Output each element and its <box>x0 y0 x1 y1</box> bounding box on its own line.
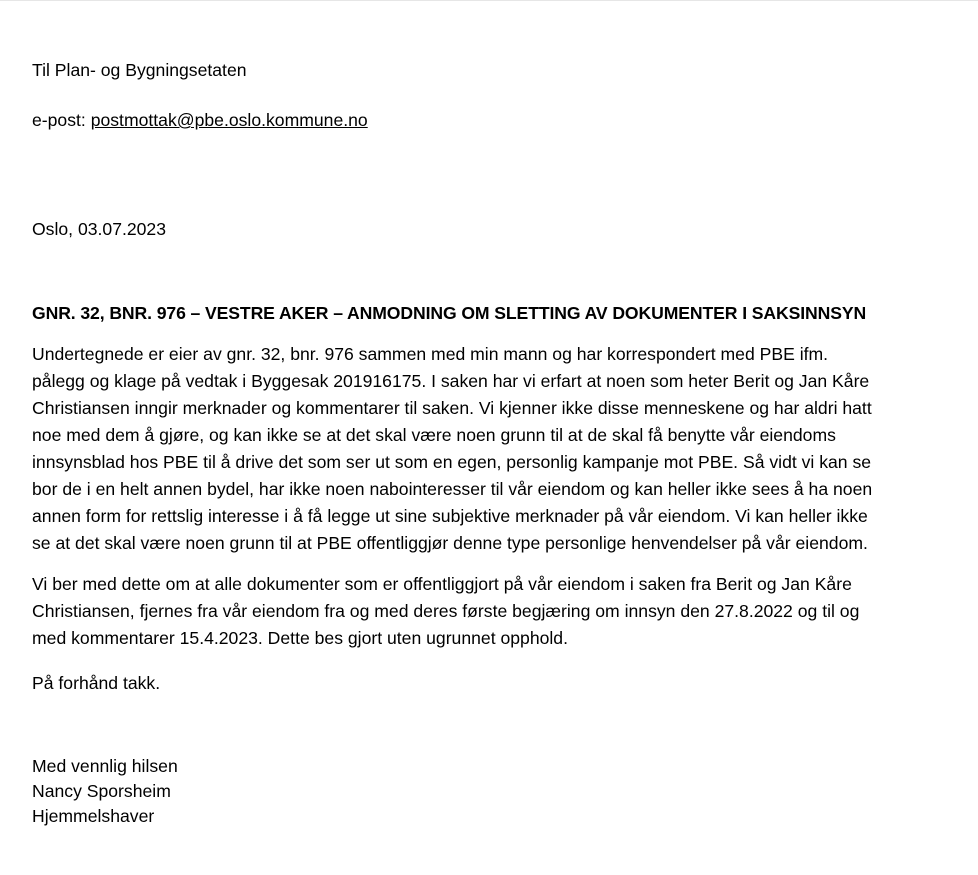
paragraph-line: annen form for rettslig interesse i å få legge ut sine subjektive merknader på vår eiendom. Vi kan heller ikke <box>32 506 868 526</box>
email-label: e-post: <box>32 110 91 130</box>
signature-name: Nancy Sporsheim <box>32 781 171 801</box>
place-date: Oslo, 03.07.2023 <box>32 219 167 239</box>
body-paragraph-1 <box>32 341 957 557</box>
paragraph-line: Undertegnede er eier av gnr. 32, bnr. 976 sammen med min mann og har korrespondert med PBE ifm. <box>32 344 829 364</box>
paragraph-line: Vi ber med dette om at alle dokumenter som er offentliggjort på vår eiendom i saken fra Berit og Jan Kåre <box>32 574 852 594</box>
signature-role: Hjemmelshaver <box>32 806 155 826</box>
top-border <box>0 0 978 1</box>
paragraph-line: Christiansen, fjernes fra vår eiendom fra og med deres første begjæring om innsyn den 27.8.2022 og til og <box>32 601 860 621</box>
paragraph-line: innsynsblad hos PBE til å drive det som ser ut som en egen, personlig kampanje mot PBE. Så vidt vi kan se <box>32 452 872 472</box>
paragraph-line: se at det skal være noen grunn til at PBE offentliggjør denne type personlige henvendelser på vår eiendom. <box>32 533 868 553</box>
paragraph-line: noe med dem å gjøre, og kan ikke se at det skal være noen grunn til at de skal få benytte vår eiendoms <box>32 425 836 445</box>
body-paragraph-2 <box>32 571 957 652</box>
paragraph-line: pålegg og klage på vedtak i Byggesak 201916175. I saken har vi erfart at noen som heter Berit og Jan Kåre <box>32 371 870 391</box>
paragraph-line: med kommentarer 15.4.2023. Dette bes gjort uten ugrunnet opphold. <box>32 628 568 648</box>
email-line <box>32 109 368 131</box>
recipient: Til Plan- og Bygningsetaten <box>32 60 247 80</box>
signature-closing: Med vennlig hilsen <box>32 756 178 776</box>
email-link[interactable]: postmottak@pbe.oslo.kommune.no <box>90 110 368 130</box>
body-paragraph-3: På forhånd takk. <box>32 673 161 693</box>
paragraph-line: Christiansen inngir merknader og kommentarer til saken. Vi kjenner ikke disse menneskene og har aldri hatt <box>32 398 872 418</box>
paragraph-line: bor de i en helt annen bydel, har ikke noen nabointeresser til vår eiendom og kan heller ikke sees å ha noen <box>32 479 873 499</box>
subject-heading: GNR. 32, BNR. 976 – VESTRE AKER – ANMODNING OM SLETTING AV DOKUMENTER I SAKSINNSYN <box>32 303 867 323</box>
